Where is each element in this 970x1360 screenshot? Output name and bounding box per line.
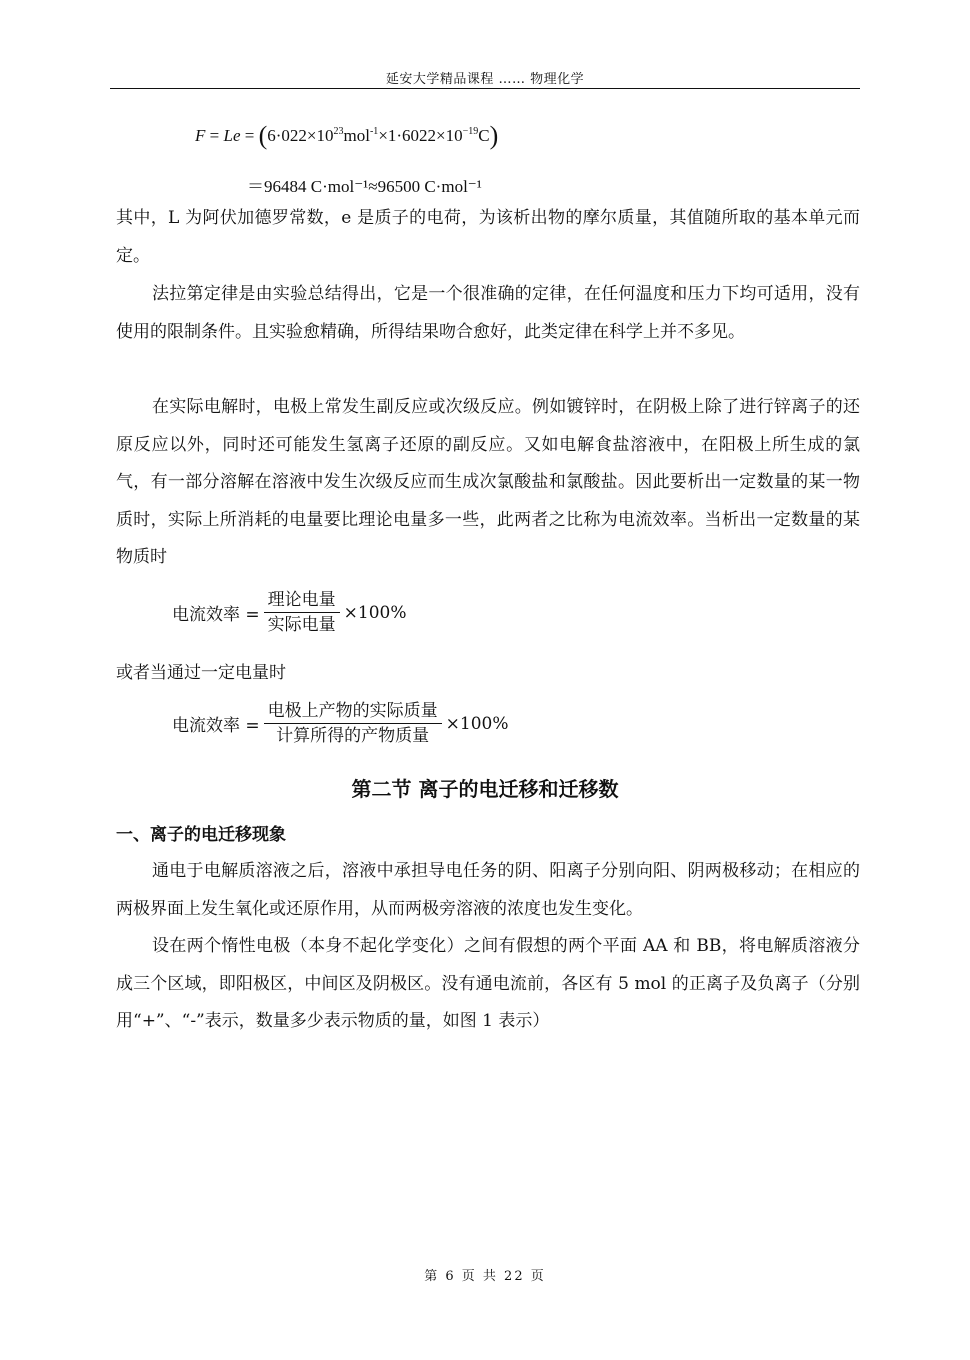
efficiency-fraction-2 xyxy=(264,699,442,748)
faraday-equation-line2: ＝96484 C·mol⁻¹≈96500 C·mol⁻¹ xyxy=(247,177,482,196)
symbol-F: F xyxy=(195,126,206,145)
paragraph-inert-electrodes: 设在两个惰性电极（本身不起化学变化）之间有假想的两个平面 AA 和 BB，将电解质溶液分成三个区域，即阳极区，中间区及阴极区。没有通电流前，各区有 5 mol 的正离子及负离子（分别用“+”、“-”表示，数量多少表示物质的量，如图 1 表示） xyxy=(116,936,860,1031)
charge-mantissa: ×1·6022×10 xyxy=(378,126,463,145)
paragraph-ion-migration: 通电于电解质溶液之后，溶液中承担导电任务的阴、阳离子分别向阳、阴两极移动；在相应的两极界面上发生氧化或还原作用，从而两极旁溶液的浓度也发生变化。 xyxy=(116,861,860,919)
efficiency-denominator-1: 实际电量 xyxy=(267,615,336,635)
efficiency-denominator-2: 计算所得的产物质量 xyxy=(276,726,430,746)
close-paren: ) xyxy=(489,121,499,150)
efficiency-lhs-2: 电流效率 = xyxy=(172,716,260,736)
section-title: 第二节 离子的电迁移和迁移数 xyxy=(351,777,619,801)
mol-unit: mol xyxy=(343,126,370,145)
header-rule xyxy=(110,88,860,89)
symbol-e: e xyxy=(232,126,241,145)
faraday-equation-line1 xyxy=(195,121,499,150)
efficiency-numerator-2: 电极上产物的实际质量 xyxy=(267,701,438,721)
paragraph-or-when: 或者当通过一定电量时 xyxy=(116,663,286,683)
paragraph-avogadro: 其中，L 为阿伏加德罗常数，e 是质子的电荷，为该析出物的摩尔质量，其值随所取的基本单元而定。 xyxy=(116,208,860,266)
symbol-L: L xyxy=(223,126,233,145)
paragraph-current-efficiency: 在实际电解时，电极上常发生副反应或次级反应。例如镀锌时，在阴极上除了进行锌离子的还原反应以外，同时还可能发生氢离子还原的副反应。又如电解食盐溶液中，在阳极上所生成的氯气，有一部分溶解在溶液中发生次级反应而生成次氯酸盐和氯酸盐。因此要析出一定数量的某一物质时，实际上所消耗的电量要比理论电量多一些，此两者之比称为电流效率。当析出一定数量的某物质时 xyxy=(116,397,860,567)
paragraph-faraday-law: 法拉第定律是由实验总结得出，它是一个很准确的定律，在任何温度和压力下均可适用，没有使用的限制条件。且实验愈精确，所得结果吻合愈好，此类定律在科学上并不多见。 xyxy=(116,284,860,342)
efficiency-lhs-1: 电流效率 = xyxy=(172,605,260,625)
efficiency-factor-1: ×100% xyxy=(343,602,407,623)
efficiency-formula-2 xyxy=(172,699,509,748)
efficiency-fraction-1 xyxy=(264,588,340,637)
efficiency-formula-1 xyxy=(172,588,407,637)
page-footer: 第 6 页 共 22 页 xyxy=(424,1269,546,1284)
subsection-title: 一、离子的电迁移现象 xyxy=(116,825,286,845)
equals-2: = xyxy=(240,126,259,145)
coulomb-unit: C xyxy=(478,126,490,145)
page-header: 延安大学精品课程 …… 物理化学 xyxy=(385,72,585,87)
charge-exponent: −19 xyxy=(462,126,479,137)
open-paren: ( xyxy=(258,121,268,150)
efficiency-factor-2: ×100% xyxy=(445,713,509,734)
avogadro-exponent: 23 xyxy=(333,126,344,137)
avogadro-mantissa: 6·022×10 xyxy=(267,126,334,145)
mol-exponent: -1 xyxy=(369,126,379,137)
equals-1: = xyxy=(205,126,224,145)
efficiency-numerator-1: 理论电量 xyxy=(267,590,336,610)
